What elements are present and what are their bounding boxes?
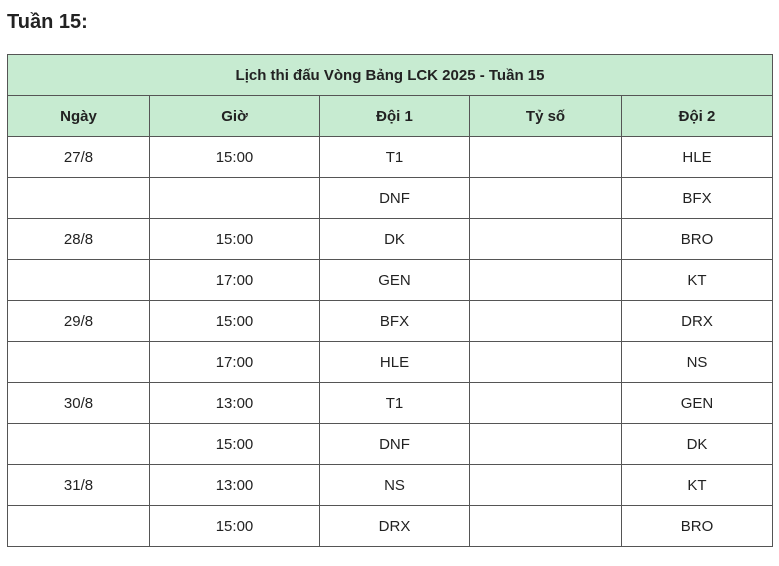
cell-team-1: T1 bbox=[320, 137, 470, 178]
cell-team-2: NS bbox=[622, 342, 773, 383]
cell-score bbox=[470, 383, 622, 424]
schedule-table bbox=[7, 54, 773, 547]
cell-team-1: DNF bbox=[320, 178, 470, 219]
table-row bbox=[8, 301, 773, 342]
cell-score bbox=[470, 260, 622, 301]
table-row bbox=[8, 383, 773, 424]
cell-date: 31/8 bbox=[8, 465, 150, 506]
cell-team-2: KT bbox=[622, 465, 773, 506]
cell-time: 17:00 bbox=[150, 342, 320, 383]
cell-score bbox=[470, 342, 622, 383]
cell-date: 29/8 bbox=[8, 301, 150, 342]
cell-time: 15:00 bbox=[150, 137, 320, 178]
cell-score bbox=[470, 424, 622, 465]
cell-team-2: BRO bbox=[622, 219, 773, 260]
header-date: Ngày bbox=[8, 96, 150, 137]
cell-team-1: T1 bbox=[320, 383, 470, 424]
cell-team-1: DK bbox=[320, 219, 470, 260]
cell-team-2: BFX bbox=[622, 178, 773, 219]
header-team-2: Đội 2 bbox=[622, 96, 773, 137]
cell-team-2: HLE bbox=[622, 137, 773, 178]
cell-score bbox=[470, 301, 622, 342]
cell-team-2: KT bbox=[622, 260, 773, 301]
table-row bbox=[8, 465, 773, 506]
cell-date: 27/8 bbox=[8, 137, 150, 178]
cell-time: 13:00 bbox=[150, 383, 320, 424]
cell-team-1: DNF bbox=[320, 424, 470, 465]
caption-row bbox=[8, 55, 773, 96]
cell-team-2: GEN bbox=[622, 383, 773, 424]
cell-score bbox=[470, 506, 622, 547]
cell-date bbox=[8, 424, 150, 465]
cell-score bbox=[470, 219, 622, 260]
cell-date: 30/8 bbox=[8, 383, 150, 424]
header-row bbox=[8, 96, 773, 137]
table-caption: Lịch thi đấu Vòng Bảng LCK 2025 - Tuần 15 bbox=[8, 55, 773, 96]
cell-team-2: DK bbox=[622, 424, 773, 465]
header-time: Giờ bbox=[150, 96, 320, 137]
cell-date bbox=[8, 506, 150, 547]
cell-score bbox=[470, 465, 622, 506]
cell-time: 13:00 bbox=[150, 465, 320, 506]
table-row bbox=[8, 137, 773, 178]
cell-team-1: GEN bbox=[320, 260, 470, 301]
header-score: Tỷ số bbox=[470, 96, 622, 137]
table-row bbox=[8, 424, 773, 465]
cell-date: 28/8 bbox=[8, 219, 150, 260]
cell-team-2: BRO bbox=[622, 506, 773, 547]
cell-time: 17:00 bbox=[150, 260, 320, 301]
table-row bbox=[8, 178, 773, 219]
table-row bbox=[8, 260, 773, 301]
table-row bbox=[8, 342, 773, 383]
cell-team-1: HLE bbox=[320, 342, 470, 383]
cell-score bbox=[470, 137, 622, 178]
page-heading: Tuần 15: bbox=[7, 11, 88, 33]
cell-date bbox=[8, 260, 150, 301]
table-row bbox=[8, 506, 773, 547]
header-team-1: Đội 1 bbox=[320, 96, 470, 137]
table-row bbox=[8, 219, 773, 260]
cell-date bbox=[8, 342, 150, 383]
cell-team-1: DRX bbox=[320, 506, 470, 547]
cell-time bbox=[150, 178, 320, 219]
cell-team-2: DRX bbox=[622, 301, 773, 342]
cell-time: 15:00 bbox=[150, 424, 320, 465]
cell-time: 15:00 bbox=[150, 301, 320, 342]
schedule-body bbox=[8, 137, 773, 547]
cell-team-1: NS bbox=[320, 465, 470, 506]
cell-score bbox=[470, 178, 622, 219]
cell-team-1: BFX bbox=[320, 301, 470, 342]
cell-time: 15:00 bbox=[150, 219, 320, 260]
cell-date bbox=[8, 178, 150, 219]
cell-time: 15:00 bbox=[150, 506, 320, 547]
